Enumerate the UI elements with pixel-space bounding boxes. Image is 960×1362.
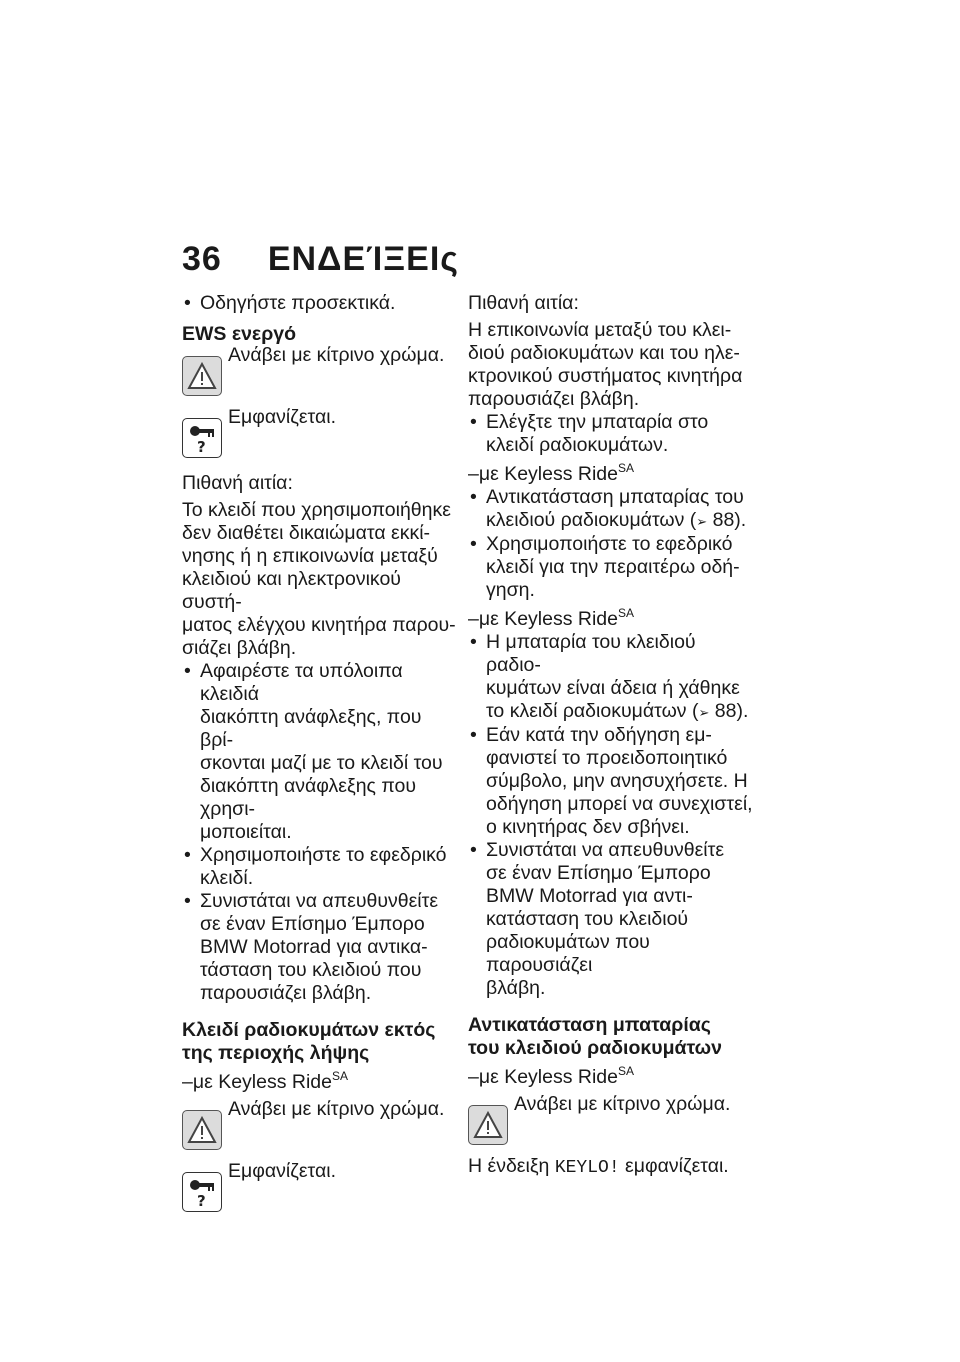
bullet-dealer — [468, 839, 753, 1000]
text-line: το κλειδί ραδιοκυμάτων ( — [486, 700, 699, 722]
sa-superscript: SA — [332, 1069, 349, 1083]
text-line: νησης ή η επικοινωνία μεταξύ — [182, 545, 438, 567]
text-line: διακόπτη ανάφλεξης, που βρί- — [200, 706, 422, 751]
text-line: σκονται μαζί με το κλειδί του — [200, 752, 443, 774]
warning-row-2 — [182, 1098, 457, 1150]
keyless-prefix: –με Keyless Ride — [468, 608, 618, 630]
text-line: διακόπτη ανάφλεξης που χρησι- — [200, 775, 417, 820]
cause-label: Πιθανή αιτία: — [182, 472, 293, 494]
bullet-use-spare — [182, 844, 457, 890]
text-line: Η επικοινωνία μεταξύ του κλει- — [468, 319, 732, 341]
text-line: μοποιείται. — [200, 821, 292, 843]
text-line: παρουσιάζει βλάβη. — [468, 388, 640, 410]
text-line: οδήγηση μπορεί να συνεχιστεί, — [486, 793, 753, 815]
warning-text: Ανάβει με κίτρινο χρώμα. — [514, 1093, 731, 1115]
text-line: δεν διαθέτει δικαιώματα εκκί- — [182, 522, 431, 544]
key-row-1 — [182, 406, 457, 458]
page-header — [182, 240, 459, 279]
text-line: κλειδί. — [200, 867, 254, 889]
keyless-prefix: –με Keyless Ride — [468, 463, 618, 485]
text-line: BMW Motorrad για αντικα- — [200, 936, 428, 958]
section-title: ΕΝΔΕΊΞΕΙς — [267, 240, 459, 278]
text-line — [486, 700, 753, 724]
left-column — [182, 292, 457, 1222]
text-line: ο κινητήρας δεν σβήνει. — [486, 816, 690, 838]
heading-line: Κλειδί ραδιοκυμάτων εκτός — [182, 1019, 436, 1041]
bullet-drive-carefully: • Οδηγήστε προσεκτικά. — [182, 292, 457, 315]
sa-superscript: SA — [618, 461, 635, 475]
text-line: κυμάτων είναι άδεια ή χάθηκε — [486, 677, 740, 699]
cause-text — [468, 319, 753, 411]
warning-row-3 — [468, 1093, 753, 1145]
text-line: • Χρησιμοποιήστε το εφεδρικό — [200, 844, 447, 866]
bullet-use-spare — [468, 533, 753, 602]
text-line: • Αφαιρέστε τα υπόλοιπα κλειδιά — [200, 660, 403, 705]
ews-heading: EWS ενεργό — [182, 323, 297, 345]
text-line: • Χρησιμοποιήστε το εφεδρικό — [486, 533, 733, 555]
text-line: κτρονικού συστήματος κινητήρα — [468, 365, 743, 387]
key-text: Εμφανίζεται. — [228, 406, 336, 428]
out-of-range-heading — [182, 1019, 457, 1065]
keyless-prefix: –με Keyless Ride — [468, 1066, 618, 1088]
bullet-replace-battery — [468, 486, 753, 533]
text-line: σε έναν Επίσημο Έμπορο — [486, 862, 711, 884]
bullet-if-symbol — [468, 724, 753, 839]
key-question-icon — [182, 418, 222, 458]
text-line: φανιστεί το προειδοποιητικό — [486, 747, 728, 769]
text-line: • Συνιστάται να απευθυνθείτε — [486, 839, 725, 861]
text-line: γηση. — [486, 579, 535, 601]
text-line: βλάβη. — [486, 977, 546, 999]
bullet-remove-keys — [182, 660, 457, 844]
text-line: • Συνιστάται να απευθυνθείτε — [200, 890, 439, 912]
warning-text: Ανάβει με κίτρινο χρώμα. — [228, 1098, 445, 1120]
text-line: κλειδιού και ηλεκτρονικού συστή- — [182, 568, 401, 613]
keyless-ride-note — [468, 457, 753, 486]
keyless-prefix: –με Keyless Ride — [182, 1071, 332, 1093]
text-line: ραδιοκυμάτων που παρουσιάζει — [486, 931, 650, 976]
text-line: κλειδί για την περαιτέρω οδή- — [486, 556, 740, 578]
cause-text — [182, 499, 457, 660]
text-line: διού ραδιοκυμάτων και του ηλε- — [468, 342, 740, 364]
text-line: σύμβολο, μην ανησυχήσετε. Η — [486, 770, 748, 792]
sa-superscript: SA — [618, 606, 635, 620]
key-row-2 — [182, 1160, 457, 1212]
keylo-display-text — [468, 1155, 753, 1180]
text-line: • Αντικατάσταση μπαταρίας του — [486, 486, 744, 508]
warning-row-1 — [182, 344, 457, 396]
text-line: παρουσιάζει βλάβη. — [200, 982, 372, 1004]
key-question-icon — [182, 1172, 222, 1212]
cause-label: Πιθανή αιτία: — [468, 292, 579, 314]
key-text: Εμφανίζεται. — [228, 1160, 336, 1182]
heading-line: Αντικατάσταση μπαταρίας — [468, 1014, 711, 1036]
keylo-code: KEYLO! — [554, 1158, 620, 1178]
text-line: τάσταση του κλειδιού που — [200, 959, 422, 981]
keyless-ride-note — [468, 1060, 753, 1089]
text-line: κατάσταση του κλειδιού — [486, 908, 689, 930]
page-reference-arrow-icon: ➢ — [696, 514, 708, 529]
text-line: • Εάν κατά την οδήγηση εμ- — [486, 724, 712, 746]
page-reference[interactable]: 88). — [714, 700, 749, 722]
warning-triangle-icon — [468, 1105, 508, 1145]
battery-replacement-heading — [468, 1014, 753, 1060]
keyless-ride-note — [182, 1065, 457, 1094]
warning-text: Ανάβει με κίτρινο χρώμα. — [228, 344, 445, 366]
svg-text:?: ? — [197, 438, 206, 454]
warning-triangle-icon — [182, 356, 222, 396]
sa-superscript: SA — [618, 1064, 635, 1078]
keyless-ride-note — [468, 602, 753, 631]
bullet-dealer — [182, 890, 457, 1005]
text-line: • Ελέγξτε την μπαταρία στο — [486, 411, 709, 433]
text-line: Το κλειδί που χρησιμοποιήθηκε — [182, 499, 451, 521]
text-line: σιάζει βλάβη. — [182, 637, 297, 659]
bullet-battery-empty — [468, 631, 753, 724]
bullet-check-battery — [468, 411, 753, 457]
text-line: κλειδιού ραδιοκυμάτων ( — [486, 509, 697, 531]
text-line: σε έναν Επίσημο Έμπορο — [200, 913, 425, 935]
heading-line: του κλειδιού ραδιοκυμάτων — [468, 1037, 722, 1059]
right-column — [468, 292, 753, 1188]
text-line: ματος ελέγχου κινητήρα παρου- — [182, 614, 456, 636]
text-line: • Η μπαταρία του κλειδιού ραδιο- — [486, 631, 696, 676]
display-prefix: Η ένδειξη — [468, 1155, 555, 1177]
text-line — [486, 509, 753, 533]
heading-line: της περιοχής λήψης — [182, 1042, 370, 1064]
warning-triangle-icon — [182, 1110, 222, 1150]
page-reference[interactable]: 88). — [712, 509, 747, 531]
text-line: BMW Motorrad για αντι- — [486, 885, 693, 907]
display-suffix: εμφανίζεται. — [619, 1155, 729, 1177]
page-reference-arrow-icon: ➢ — [698, 705, 710, 720]
page-number: 36 — [182, 240, 222, 278]
text-line: κλειδί ραδιοκυμάτων. — [486, 434, 669, 456]
svg-text:?: ? — [197, 1192, 206, 1208]
